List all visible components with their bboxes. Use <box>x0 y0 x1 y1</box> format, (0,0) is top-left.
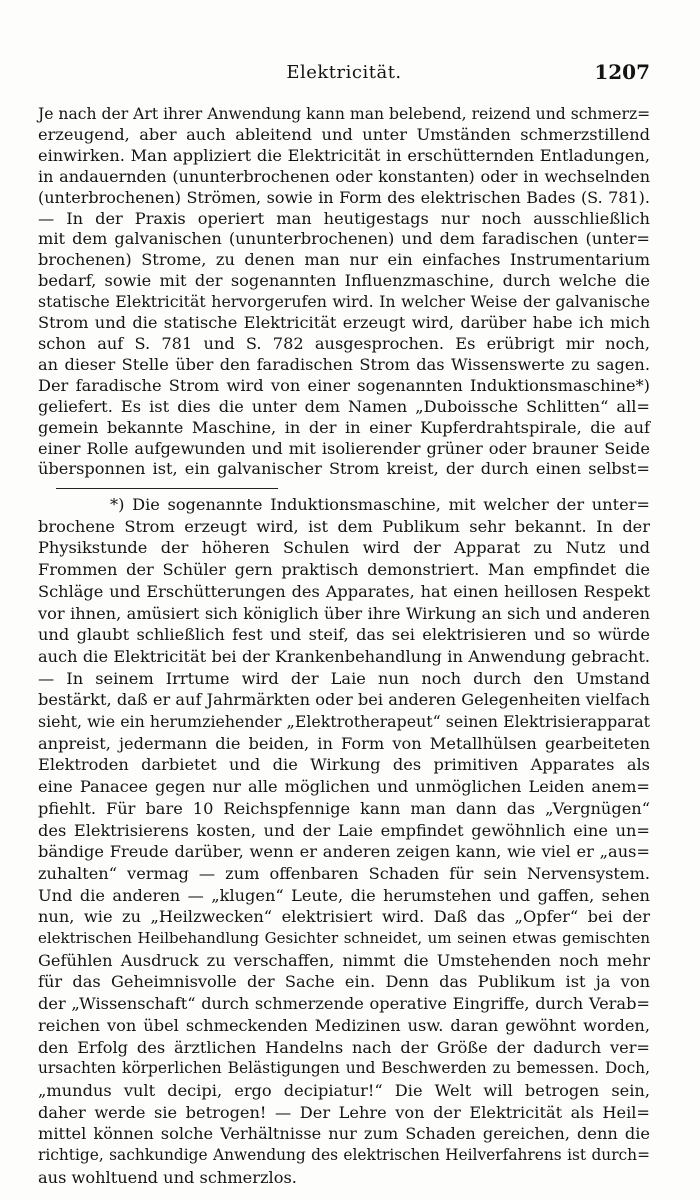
footnote-line: des Elektrisierens kosten, und der Laie empfindet gewöhnlich eine un= <box>38 820 650 840</box>
footnote-line: anpreist, jedermann die beiden, in Form von Metallhülsen gearbeiteten <box>38 733 650 753</box>
text-line: einwirken. Man appliziert die Elektricität in erschütternden Entladungen, <box>38 145 650 165</box>
text-line: Der faradische Strom wird von einer sogenannten Induktionsmaschine*) <box>38 375 650 395</box>
running-title: Elektricität. <box>286 62 402 83</box>
text-line: Je nach der Art ihrer Anwendung kann man belebend, reizend und schmerz= <box>38 105 651 123</box>
footnote-line: für das Geheimnisvolle der Sache ein. Denn das Publikum ist ja von <box>38 972 650 992</box>
footnote-line: pfiehlt. Für bare 10 Reichspfennige kann man dann das „Vergnügen“ <box>38 798 650 818</box>
footnote-line: bändige Freude darüber, wenn er anderen zeigen kann, wie viel er „aus= <box>38 842 650 862</box>
footnote-line: richtige, sachkundige Anwendung des elektrischen Heilverfahrens ist durch= <box>38 1146 650 1165</box>
text-line: schon auf S. 781 und S. 782 ausgesprochen. Es erübrigt mir noch, <box>38 333 650 353</box>
footnote-line: zuhalten“ vermag — zum offenbaren Schaden für sein Nervensystem. <box>38 863 650 883</box>
footnote-line: *) Die sogenannte Induktionsmaschine, mit welcher der unter= <box>110 495 650 514</box>
text-line: statische Elektricität hervorgerufen wird. In welcher Weise der galvanische <box>38 292 650 312</box>
footnote-line: eine Panacee gegen nur alle möglichen und unmöglichen Leiden anem= <box>38 777 650 797</box>
footnote-line: nun, wie zu „Heilzwecken“ elektrisiert wird. Daß das „Opfer“ bei der <box>38 907 650 927</box>
footnote-line: daher werde sie betrogen! — Der Lehre von der Elektricität als Heil= <box>38 1102 650 1122</box>
footnote-line: Gefühlen Ausdruck zu verschaffen, nimmt die Umstehenden noch mehr <box>38 950 650 970</box>
footnote-line: elektrischen Heilbehandlung Gesichter schneidet, um seinen etwas gemischten <box>38 929 650 948</box>
text-line: — In der Praxis operiert man heutigestags nur noch ausschließlich <box>38 208 650 228</box>
running-header <box>38 62 650 86</box>
footnote-line: Und die anderen — „klugen“ Leute, die herumstehen und gaffen, sehen <box>38 885 650 905</box>
footnote-line: mittel können solche Verhältnisse nur zum Schaden gereichen, denn die <box>38 1124 650 1144</box>
text-line: an dieser Stelle über den faradischen Strom das Wissenswerte zu sagen. <box>38 354 650 374</box>
footnote-line: aus wohltuend und schmerzlos. <box>38 1167 297 1187</box>
footnote-line: — In seinem Irrtume wird der Laie nun noch durch den Umstand <box>38 668 650 688</box>
footnote-divider <box>56 488 278 489</box>
footnote-line: der „Wissenschaft“ durch schmerzende operative Eingriffe, durch Verab= <box>38 994 650 1014</box>
text-line: brochenen) Strome, zu denen man nur ein einfaches Instrumentarium <box>38 250 650 270</box>
footnote-line: Physikstunde der höheren Schulen wird der Apparat zu Nutz und <box>38 538 650 558</box>
footnote-line: auch die Elektricität bei der Krankenbehandlung in Anwendung gebracht. <box>38 646 650 666</box>
text-line: (unterbrochenen) Strömen, sowie in Form des elektrischen Bades (S. 781). <box>38 187 650 207</box>
footnote-line: bestärkt, daß er auf Jahrmärkten oder bei anderen Gelegenheiten vielfach <box>38 690 650 710</box>
footnote-line: und glaubt schließlich fest und steif, das sei elektrisieren und so würde <box>38 625 650 645</box>
text-line: erzeugend, aber auch ableitend und unter Umständen schmerzstillend <box>38 124 650 144</box>
page-number: 1207 <box>594 60 650 84</box>
footnote-line: sieht, wie ein herumziehender „Elektrotherapeut“ seinen Elektrisierapparat <box>38 712 650 732</box>
footnote-line: Frommen der Schüler gern praktisch demonstriert. Man empfindet die <box>38 560 650 580</box>
text-line: übersponnen ist, ein galvanischer Strom kreist, der durch einen selbst= <box>38 459 650 479</box>
text-line: gemein bekannte Maschine, in der in einer Kupferdrahtspirale, die auf <box>38 417 650 437</box>
footnote-line: reichen von übel schmeckenden Medizinen usw. daran gewöhnt worden, <box>38 1015 650 1035</box>
footnote-line: den Erfolg des ärztlichen Handelns nach der Größe der dadurch ver= <box>38 1037 650 1057</box>
footnote-line: Elektroden darbietet und die Wirkung des primitiven Apparates als <box>38 755 650 775</box>
footnote-line: vor ihnen, amüsiert sich königlich über ihre Wirkung an sich und anderen <box>38 603 650 623</box>
text-line: einer Rolle aufgewunden und mit isolierender grüner oder brauner Seide <box>38 438 650 458</box>
text-line: geliefert. Es ist dies die unter dem Namen „Duboissche Schlitten“ all= <box>38 396 650 416</box>
footnote-line: brochene Strom erzeugt wird, ist dem Publikum sehr bekannt. In der <box>38 516 650 536</box>
footnote <box>38 494 650 1189</box>
text-line: Strom und die statische Elektricität erzeugt wird, darüber habe ich mich <box>38 313 650 333</box>
main-text <box>38 104 650 480</box>
text-line: mit dem galvanischen (ununterbrochenen) und dem faradischen (unter= <box>38 229 650 249</box>
text-line: bedarf, sowie mit der sogenannten Influenzmaschine, durch welche die <box>38 271 650 291</box>
text-line: in andauernden (ununterbrochenen oder konstanten) oder in wechselnden <box>38 166 650 186</box>
footnote-line: Schläge und Erschütterungen des Apparates, hat einen heillosen Respekt <box>38 581 650 601</box>
footnote-line: ursachten körperlichen Belästigungen und Beschwerden zu bemessen. Doch, <box>38 1059 650 1078</box>
footnote-line: „mundus vult decipi, ergo decipiatur!“ Die Welt will betrogen sein, <box>38 1080 650 1100</box>
